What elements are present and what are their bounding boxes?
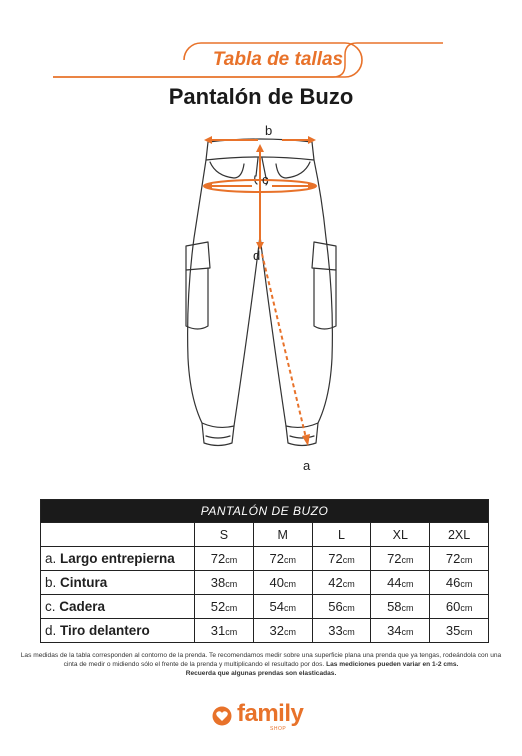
- measure-value: 44cm: [371, 571, 430, 595]
- measure-value: 72cm: [195, 547, 254, 571]
- measure-value: 72cm: [312, 547, 371, 571]
- logo-word: family: [237, 700, 304, 727]
- label-b: b: [265, 123, 273, 138]
- measure-value: 72cm: [371, 547, 430, 571]
- measure-value: 72cm: [253, 547, 312, 571]
- measure-value: 42cm: [312, 571, 371, 595]
- footnote-text: Las medidas de la tabla corresponden al contorno de la prenda. Te recomendamos medir sobre una superficie plana una prenda que ya tengas, rodeándola con una cinta de medir o midiendo sólo el frente de la prenda y multiplicando el resultado por dos.: [20, 652, 502, 668]
- measure-value: 31cm: [195, 619, 254, 643]
- table-row: [41, 595, 489, 619]
- table-row: [41, 547, 489, 571]
- measure-value: 52cm: [195, 595, 254, 619]
- blank-cell: [41, 523, 195, 547]
- measure-value: 32cm: [253, 619, 312, 643]
- pants-diagram: [150, 118, 372, 483]
- heart-icon: [212, 706, 232, 726]
- table-title-pill: [53, 42, 463, 78]
- measure-lines: [204, 136, 316, 446]
- size-col: XL: [371, 523, 430, 547]
- label-d: d: [253, 248, 261, 263]
- size-header-row: [41, 523, 489, 547]
- size-col: M: [253, 523, 312, 547]
- measure-value: 35cm: [430, 619, 489, 643]
- measure-name: d. Tiro delantero: [41, 619, 195, 643]
- table-header: PANTALÓN DE BUZO: [41, 500, 489, 523]
- table-row: [41, 619, 489, 643]
- size-col: L: [312, 523, 371, 547]
- family-logo: [212, 700, 312, 736]
- table-row: [41, 571, 489, 595]
- logo-sub: SHOP: [270, 726, 287, 732]
- pill-title: Tabla de tallas: [212, 49, 344, 70]
- measure-value: 38cm: [195, 571, 254, 595]
- size-col: 2XL: [430, 523, 489, 547]
- label-a: a: [303, 458, 311, 473]
- label-c: c: [262, 172, 269, 187]
- measure-value: 72cm: [430, 547, 489, 571]
- measure-value: 56cm: [312, 595, 371, 619]
- measure-value: 58cm: [371, 595, 430, 619]
- measure-value: 54cm: [253, 595, 312, 619]
- footnote: [16, 651, 506, 678]
- measure-value: 34cm: [371, 619, 430, 643]
- measure-value: 33cm: [312, 619, 371, 643]
- page-title: Pantalón de Buzo: [168, 84, 354, 109]
- measure-name: c. Cadera: [41, 595, 195, 619]
- footnote-bold-2: Recuerda que algunas prendas son elasticadas.: [185, 670, 337, 677]
- footnote-bold-1: Las mediciones pueden variar en 1-2 cms.: [326, 661, 459, 668]
- measure-name: a. Largo entrepierna: [41, 547, 195, 571]
- measure-value: 60cm: [430, 595, 489, 619]
- size-col: S: [195, 523, 254, 547]
- measure-value: 40cm: [253, 571, 312, 595]
- size-table: [40, 499, 489, 643]
- measure-name: b. Cintura: [41, 571, 195, 595]
- measure-value: 46cm: [430, 571, 489, 595]
